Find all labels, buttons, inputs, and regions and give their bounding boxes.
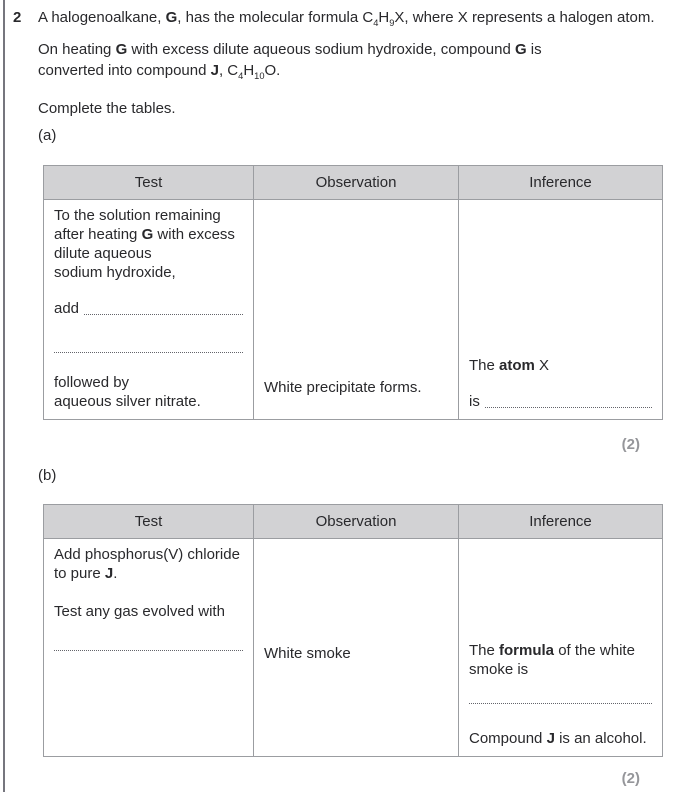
table-b-body-row (44, 539, 662, 756)
test-text-line: To the solution remaining (54, 207, 221, 224)
inference-text-line: smoke is (469, 661, 529, 678)
inference-text-line: Compound J is an alcohol. (469, 730, 647, 747)
page-left-rule (3, 0, 5, 792)
answer-blank-line (469, 694, 652, 704)
test-text-line: aqueous silver nitrate. (54, 393, 201, 410)
table-part-b (43, 504, 663, 757)
table-a-header-test: Test (44, 166, 254, 199)
is-blank-row (469, 392, 652, 411)
table-b-header-test: Test (44, 505, 254, 538)
table-b-header-observation: Observation (254, 505, 459, 538)
table-a-header-row (44, 166, 662, 200)
table-b-header-row (44, 505, 662, 539)
table-b-test-cell (44, 539, 254, 756)
table-a-header-inference: Inference (529, 174, 592, 191)
question-intro: A halogenoalkane, G, has the molecular formula $C_4H_9X$, where X represents a halogen atom. (38, 9, 655, 28)
test-text-line: followed by (54, 374, 130, 391)
is-label: is (469, 393, 480, 410)
answer-blank-line (54, 635, 243, 651)
question-body-line1: On heating G with excess dilute aqueous sodium hydroxide, compound G is (38, 41, 542, 58)
part-b-label: (b) (38, 467, 57, 484)
add-label: add (54, 300, 80, 317)
add-blank-row (54, 299, 243, 318)
question-body-line2: converted into compound J, $C_4H_{10}O$. (38, 62, 281, 81)
followed-by-block (54, 373, 243, 411)
test-text-line: after heating G with excess (54, 226, 235, 243)
inference-text-line: The formula of the white (469, 642, 635, 659)
answer-blank-line (54, 337, 243, 353)
table-b-header-inference: Inference (529, 513, 592, 530)
inference-text-line: The atom X (469, 357, 550, 374)
observation-text: White precipitate forms. (264, 379, 422, 396)
table-b-observation-cell (254, 539, 459, 756)
test-text-line: sodium hydroxide, (54, 264, 176, 281)
table-part-a (43, 165, 663, 420)
table-b-inference-cell (459, 539, 662, 756)
table-a-test-cell (44, 200, 254, 419)
table-a-inference-cell (459, 200, 662, 419)
table-a-observation-cell (254, 200, 459, 419)
test-text-line: Add phosphorus(V) chloride (54, 546, 240, 563)
table-a-body-row (44, 200, 662, 419)
question-number: 2 (13, 9, 22, 26)
table-a-header-observation: Observation (254, 166, 459, 199)
part-a-label: (a) (38, 127, 57, 144)
question-instruction: Complete the tables. (38, 100, 176, 117)
answer-blank-line (84, 314, 243, 315)
part-b-marks: (2) (621, 770, 640, 787)
observation-text: White smoke (264, 645, 351, 662)
answer-blank-line (485, 407, 652, 408)
test-text-line: to pure J. (54, 565, 118, 582)
test-text-line: dilute aqueous (54, 245, 152, 262)
part-a-marks: (2) (621, 436, 640, 453)
test-text-line: Test any gas evolved with (54, 603, 225, 620)
